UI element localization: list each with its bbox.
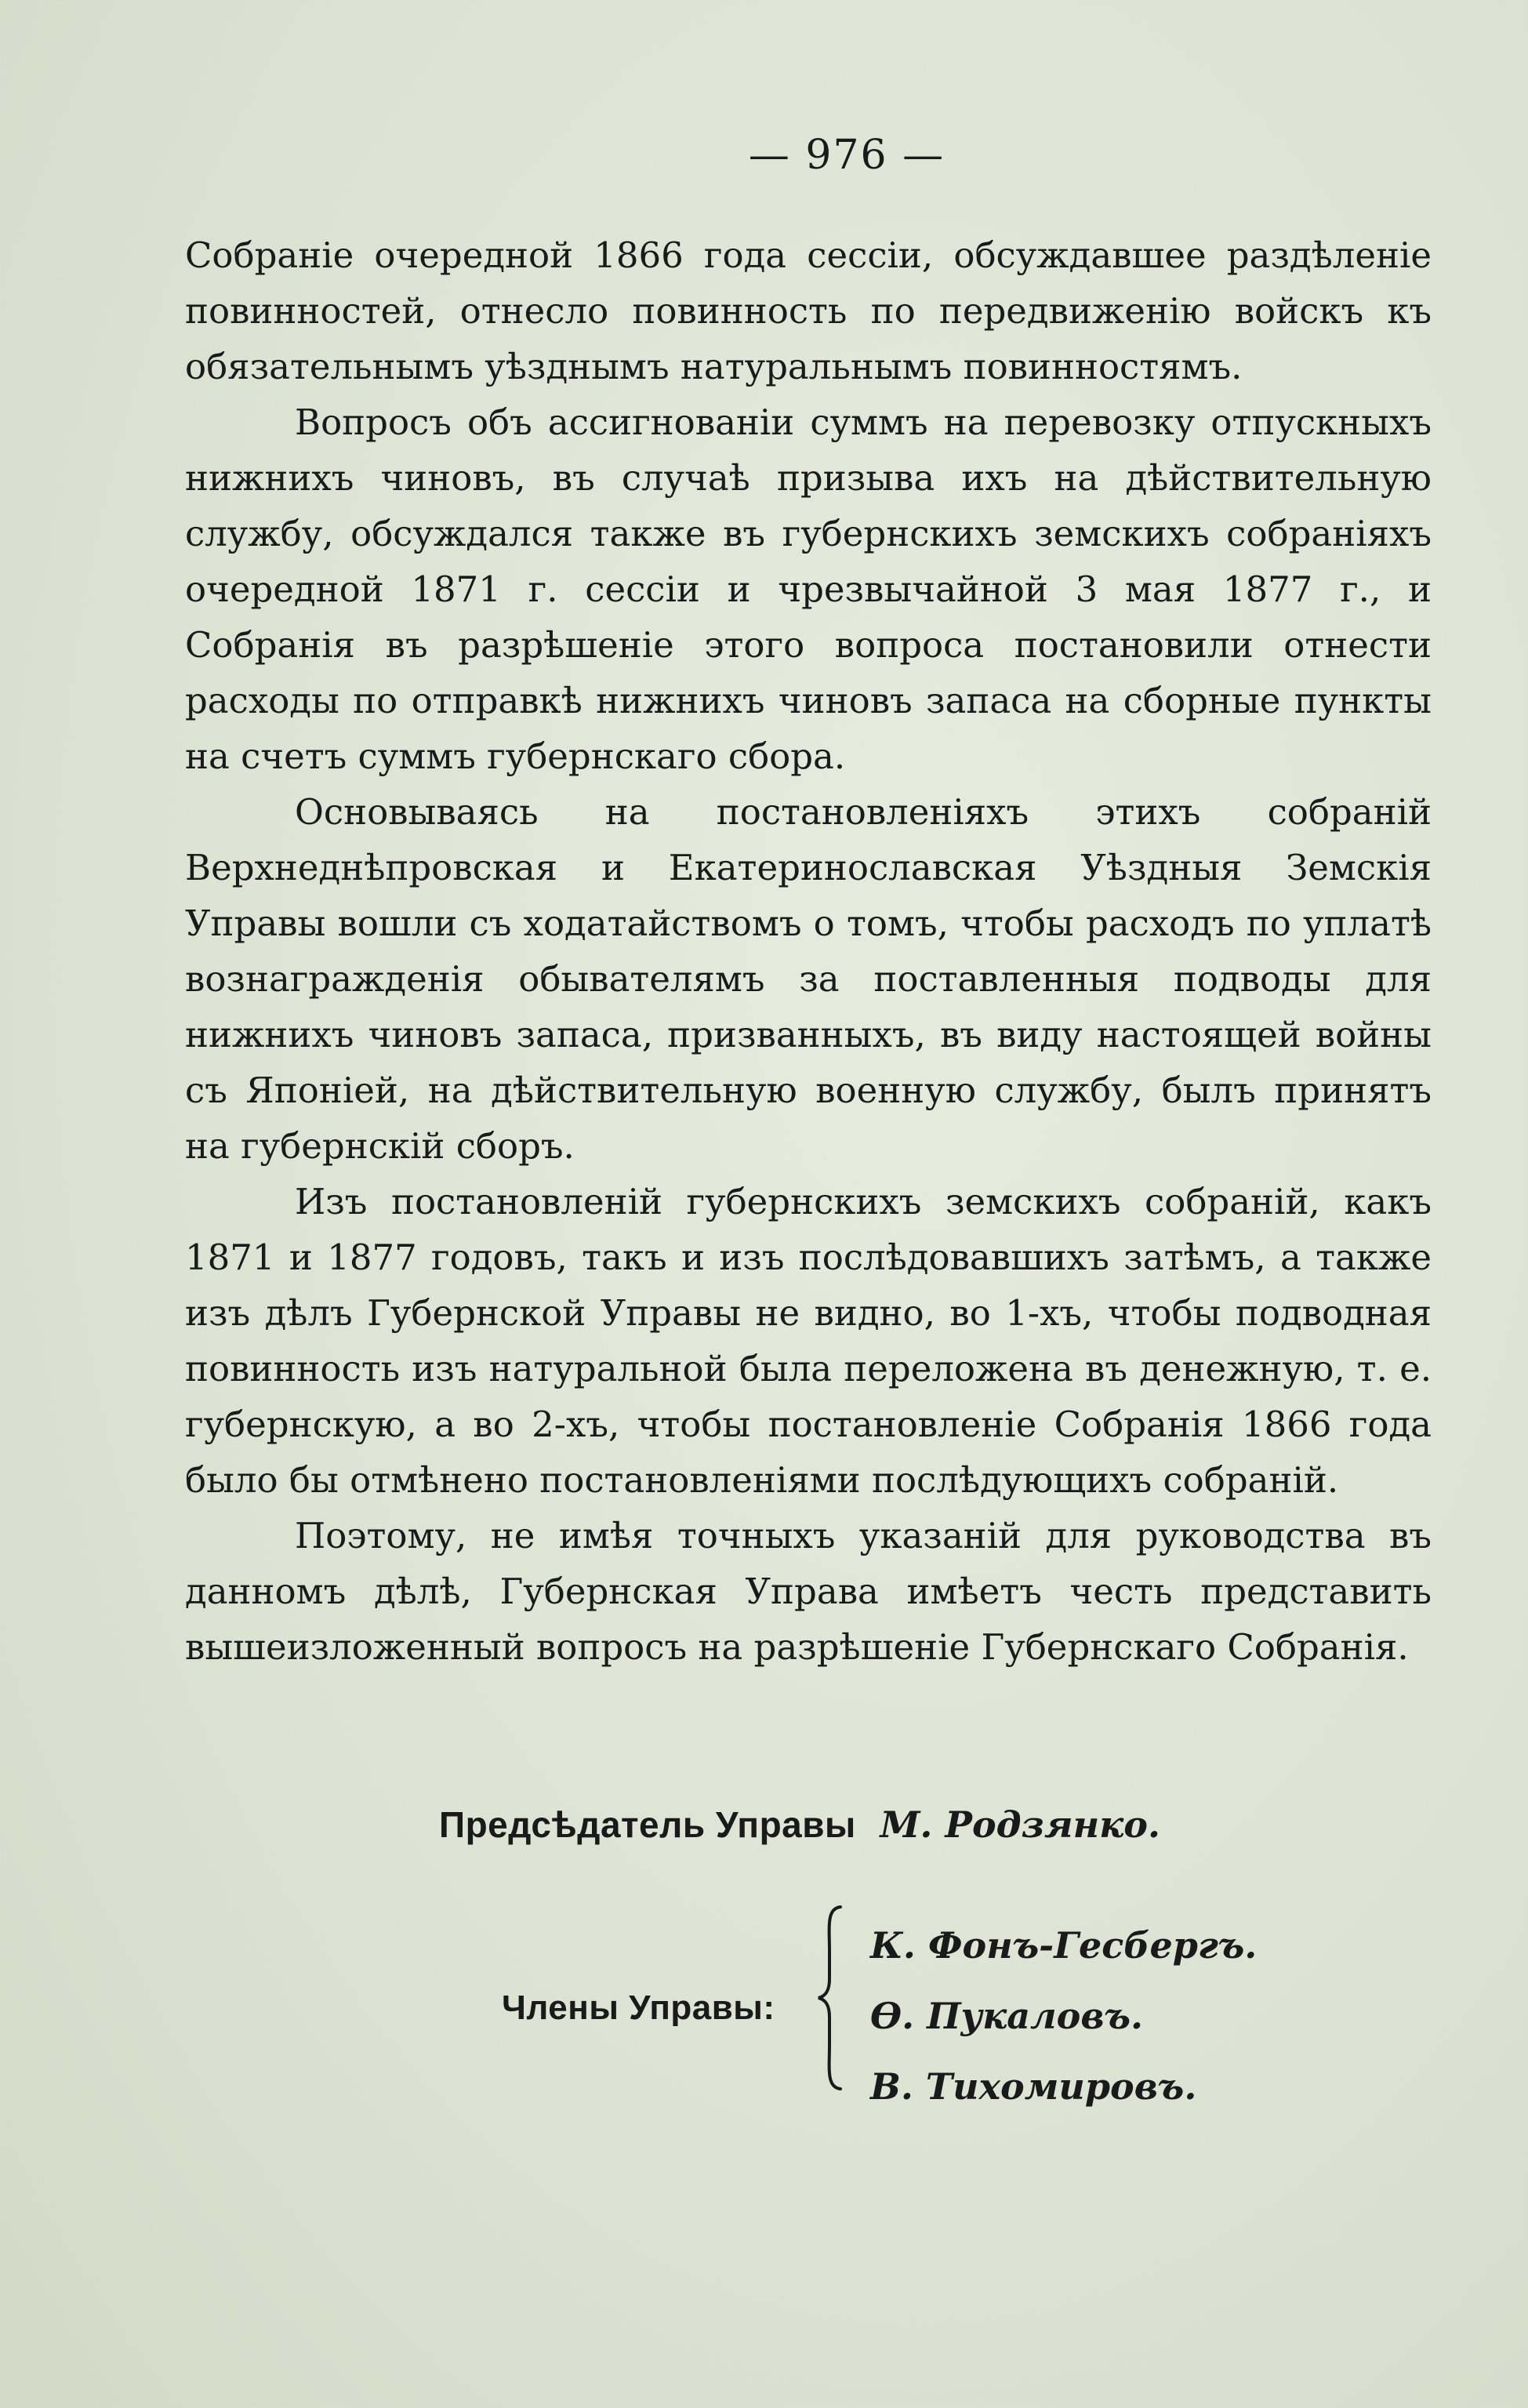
member-name: Ѳ. Пукаловъ.	[870, 1995, 1144, 2037]
members-label: Члены Управы:	[502, 1989, 775, 2027]
chairman-signature	[439, 1803, 1160, 1846]
paragraph-5: Поэтому, не имѣя точныхъ указаній для руководства въ данномъ дѣлѣ, Губернская Управа имѣетъ честь представить вышеизложенный вопросъ на разрѣшеніе Губернскаго Собранія.	[185, 1515, 1432, 1668]
members-list	[870, 1910, 1257, 2122]
paragraph-2: Вопросъ объ ассигнованіи суммъ на перевозку отпускныхъ нижнихъ чиновъ, въ случаѣ призыва ихъ на дѣйствительную службу, обсуждался также въ губернскихъ земскихъ собраніяхъ очередной 1871 г. сессіи и чрезвычайной 3 мая 1877 г., и Собранія въ разрѣшеніе этого вопроса постановили отнести расходы по отправкѣ нижнихъ чиновъ запаса на сборные пункты на счетъ суммъ губернскаго сбора.	[185, 401, 1432, 777]
chairman-name: М. Родзянко.	[880, 1803, 1160, 1846]
paragraph-3: Основываясь на постановленіяхъ этихъ собраній Верхнеднѣпровская и Екатеринославская Уѣздныя Земскія Управы вошли съ ходатайствомъ о томъ, чтобы расходъ по уплатѣ вознагражденія обывателямъ за поставленныя подводы для нижнихъ чиновъ запаса, призванныхъ, въ виду настоящей войны съ Японіей, на дѣйствительную военную службу, былъ принятъ на губернскій сборъ.	[185, 791, 1432, 1167]
chairman-role: Предсѣдатель Управы	[439, 1804, 856, 1845]
curly-brace-icon	[815, 1904, 847, 2092]
body-text	[185, 227, 1432, 1675]
member-name: В. Тихомировъ.	[870, 2065, 1197, 2108]
paragraph-4: Изъ постановленій губернскихъ земскихъ собраній, какъ 1871 и 1877 годовъ, такъ и изъ послѣдовавшихъ затѣмъ, а также изъ дѣлъ Губернской Управы не видно, во 1-хъ, чтобы подводная повинность изъ натуральной была переложена въ денежную, т. е. губернскую, а во 2-хъ, чтобы постановленіе Собранія 1866 года было бы отмѣнено постановленіями послѣдующихъ собраній.	[185, 1181, 1432, 1501]
member-name: К. Фонъ-Гесбергъ.	[870, 1924, 1258, 1967]
page-number: — 976 —	[748, 132, 945, 179]
paragraph-1: Собраніе очередной 1866 года сессіи, обсуждавшее раздѣленіе повинностей, отнесло повинность по передвиженію войскъ къ обязательнымъ уѣзднымъ натуральнымъ повинностямъ.	[185, 234, 1432, 387]
